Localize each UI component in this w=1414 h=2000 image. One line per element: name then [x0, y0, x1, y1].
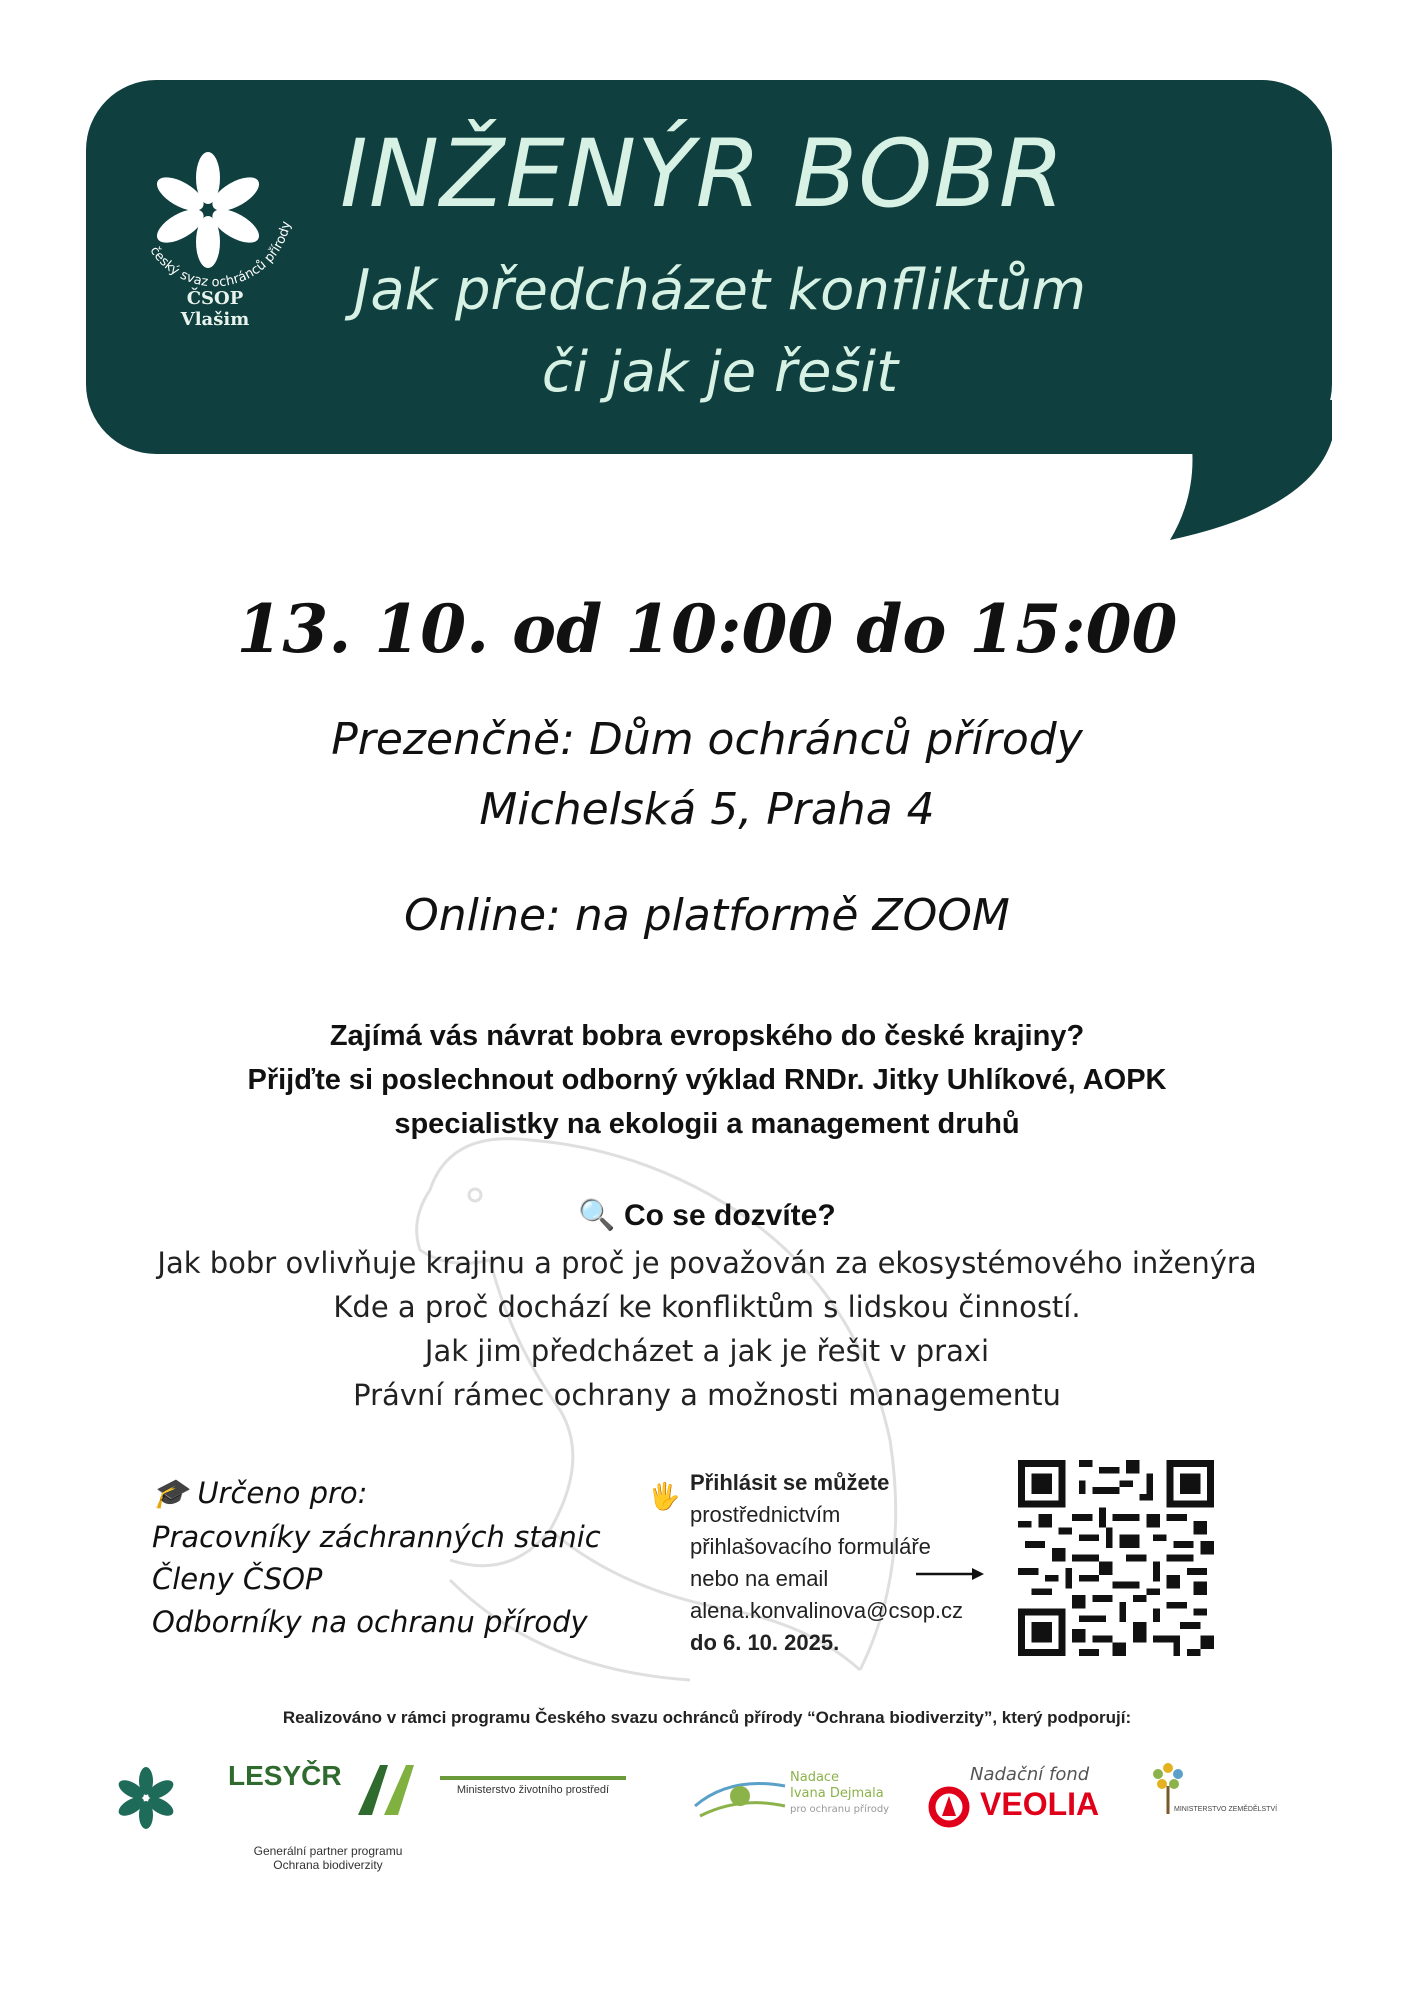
- location-line2: Michelská 5, Praha 4: [479, 784, 935, 835]
- mze-logo-text: MINISTERSTVO ZEMĚDĚLSTVÍ: [1174, 1806, 1278, 1813]
- event-date: 13. 10. od 10:00 do 15:00: [236, 590, 1178, 668]
- arrow-right-icon: [916, 1566, 986, 1582]
- audience-heading: 🎓 Určeno pro:: [152, 1476, 368, 1510]
- veolia-wordmark: VEOLIA: [980, 1786, 1100, 1822]
- csop-flower-logo: [130, 130, 300, 300]
- lesy-arrows-icon: [358, 1760, 428, 1820]
- registration-line: prostřednictvím: [690, 1502, 841, 1527]
- event-title: INŽENÝR BOBR: [340, 120, 1066, 229]
- learn-heading: 🔍 Co se dozvíte?: [578, 1199, 836, 1232]
- speech-bubble-tail: [1110, 400, 1340, 550]
- event-subtitle-line2: či jak je řešit: [541, 340, 899, 405]
- mzp-logo-line: [440, 1776, 626, 1780]
- hand-pointer-icon: 🖐: [648, 1482, 681, 1512]
- footer-note: Realizováno v rámci programu Českého svazu ochránců přírody “Ochrana biodiverzity”, který podporují:: [282, 1708, 1132, 1727]
- learn-item: Právní rámec ochrany a možnosti managementu: [353, 1378, 1061, 1412]
- audience-item: Členy ČSOP: [152, 1562, 323, 1596]
- intro-line1: Zajímá vás návrat bobra evropského do české krajiny?: [329, 1020, 1085, 1052]
- registration-heading: Přihlásit se můžete: [690, 1470, 890, 1495]
- online-info: Online: na platformě ZOOM: [404, 890, 1010, 941]
- lesy-cr-logo: [228, 1760, 342, 1792]
- audience-item: Pracovníky záchranných stanic: [152, 1520, 601, 1554]
- learn-item: Jak bobr ovlivňuje krajinu a proč je považován za ekosystémového inženýra: [157, 1246, 1257, 1280]
- logo-ring-text: český svaz ochránců přírody: [146, 219, 295, 291]
- intro-line2: Přijďte si poslechnout odborný výklad RNDr. Jitky Uhlíkové, AOPK: [247, 1064, 1167, 1096]
- registration-qr-code[interactable]: [1018, 1460, 1214, 1656]
- learn-item: Jak jim předcházet a jak je řešit v praxi: [424, 1334, 990, 1368]
- lesy-partner-note: Generální partner programu Ochrana biodiverzity: [253, 1844, 403, 1872]
- registration-form-link[interactable]: přihlašovacího formuláře: [690, 1534, 931, 1559]
- veolia-mark-icon: [928, 1786, 970, 1828]
- registration-email-link[interactable]: alena.konvalinova@csop.cz: [690, 1598, 964, 1623]
- veolia-foundation-label: Nadační fond: [970, 1764, 1090, 1785]
- location-line1: Prezenčně: Dům ochránců přírody: [331, 714, 1083, 765]
- intro-line3: specialistky na ekologii a management druhů: [394, 1108, 1020, 1140]
- audience-item: Odborníky na ochranu přírody: [152, 1605, 588, 1639]
- csop-sponsor-logo: [104, 1752, 194, 1842]
- lesy-cr-wordmark: LESYČR: [228, 1760, 342, 1791]
- event-subtitle-line1: Jak předcházet konfliktům: [353, 258, 1087, 323]
- mzp-logo: Ministerstvo životního prostředí: [456, 1784, 610, 1796]
- registration-deadline: do 6. 10. 2025.: [690, 1630, 840, 1655]
- dejmal-foundation-text: Nadace Ivana Dejmala pro ochranu přírody: [790, 1770, 890, 1815]
- learn-item: Kde a proč dochází ke konfliktům s lidskou činností.: [333, 1290, 1081, 1324]
- org-label: ČSOP Vlašim: [180, 288, 250, 330]
- registration-line: nebo na email: [690, 1566, 829, 1591]
